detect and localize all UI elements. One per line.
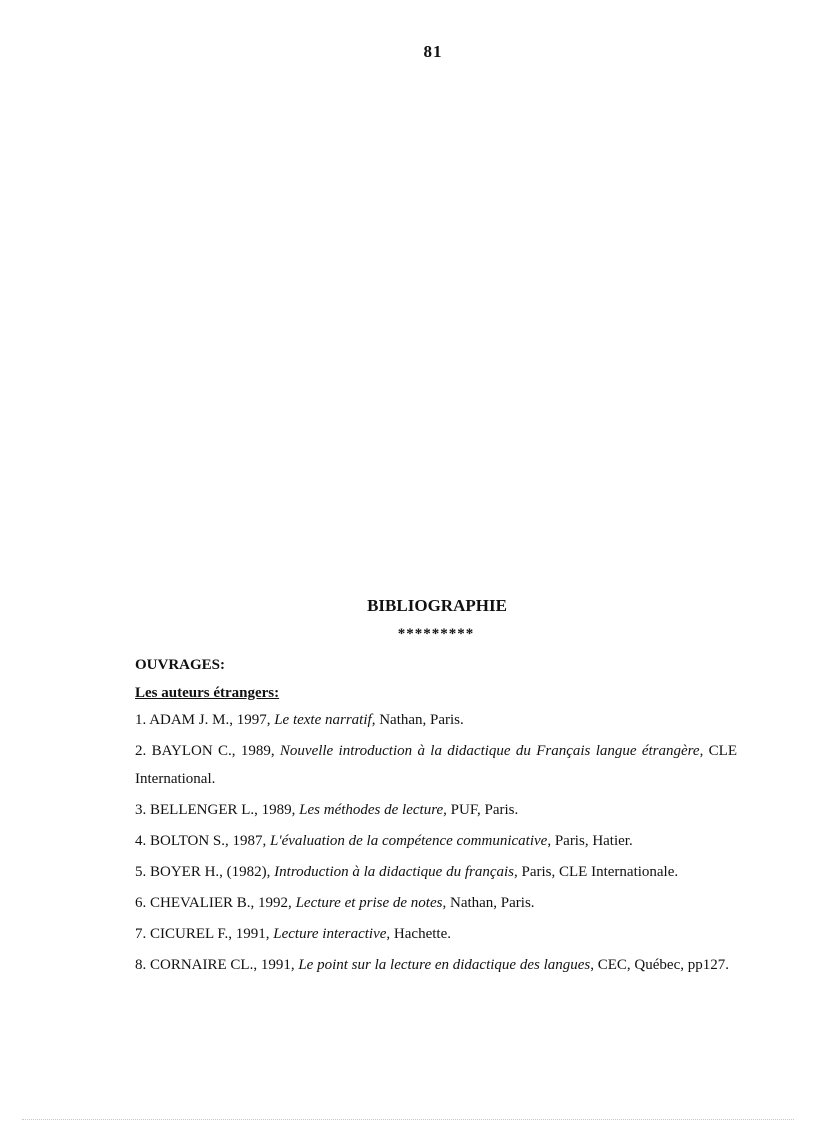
entry-author-year: BAYLON C., 1989, — [151, 743, 280, 759]
entry-title: Le point sur la lecture en didactique des langues — [298, 957, 591, 973]
entry-title: Le texte narratif — [274, 712, 372, 728]
entry-number: 8. — [135, 957, 147, 973]
entry-author-year: CHEVALIER B., 1992, — [150, 895, 296, 911]
entry-publisher: , CLE International. — [135, 743, 737, 787]
entry-author-year: ADAM J. M., 1997, — [149, 712, 275, 728]
entry-title: Introduction à la didactique du français — [274, 864, 515, 880]
entry-author-year: BOYER H., (1982), — [150, 864, 275, 880]
entry-number: 3. — [135, 802, 147, 818]
entry-publisher: , CEC, Québec, pp127. — [590, 957, 729, 973]
entry-title: Lecture et prise de notes — [295, 895, 443, 911]
entry-publisher: , Hachette. — [386, 926, 451, 942]
entry-title: Nouvelle introduction à la didactique du Français langue étrangère — [279, 743, 700, 759]
entry-author-year: BOLTON S., 1987, — [150, 833, 271, 849]
bibliography-entry — [135, 920, 737, 948]
page-bottom-divider — [22, 1119, 794, 1120]
entry-publisher: , Nathan, Paris. — [371, 712, 464, 728]
entry-number: 7. — [135, 926, 147, 942]
bibliography-entry — [135, 706, 737, 734]
bibliography-entry — [135, 858, 737, 886]
entry-publisher: , Paris, CLE Internationale. — [514, 864, 679, 880]
bibliography-entry — [135, 796, 737, 824]
bibliography-section — [135, 594, 737, 982]
entry-publisher: , Nathan, Paris. — [442, 895, 535, 911]
entry-number: 2. — [135, 743, 147, 759]
page-number: 81 — [423, 42, 443, 61]
entry-author-year: CICUREL F., 1991, — [150, 926, 274, 942]
entry-number: 4. — [135, 833, 147, 849]
section-heading-ouvrages: OUVRAGES: — [135, 657, 226, 673]
entry-title: Les méthodes de lecture — [299, 802, 444, 818]
bibliography-entry — [135, 951, 737, 979]
entry-author-year: CORNAIRE CL., 1991, — [150, 957, 299, 973]
entry-number: 6. — [135, 895, 147, 911]
bibliography-entry — [135, 737, 737, 793]
entry-title: Lecture interactive — [273, 926, 387, 942]
title-separator: ********* — [397, 626, 475, 642]
bibliography-list — [135, 706, 737, 979]
bibliography-entry — [135, 827, 737, 855]
entry-publisher: , Paris, Hatier. — [547, 833, 633, 849]
entry-number: 1. — [135, 712, 147, 728]
bibliography-title: BIBLIOGRAPHIE — [367, 596, 507, 615]
bibliography-entry — [135, 889, 737, 917]
entry-author-year: BELLENGER L., 1989, — [150, 802, 300, 818]
entry-number: 5. — [135, 864, 147, 880]
subsection-heading-auteurs-etrangers: Les auteurs étrangers: — [135, 685, 280, 701]
entry-publisher: , PUF, Paris. — [443, 802, 519, 818]
entry-title: L'évaluation de la compétence communicative — [270, 833, 548, 849]
